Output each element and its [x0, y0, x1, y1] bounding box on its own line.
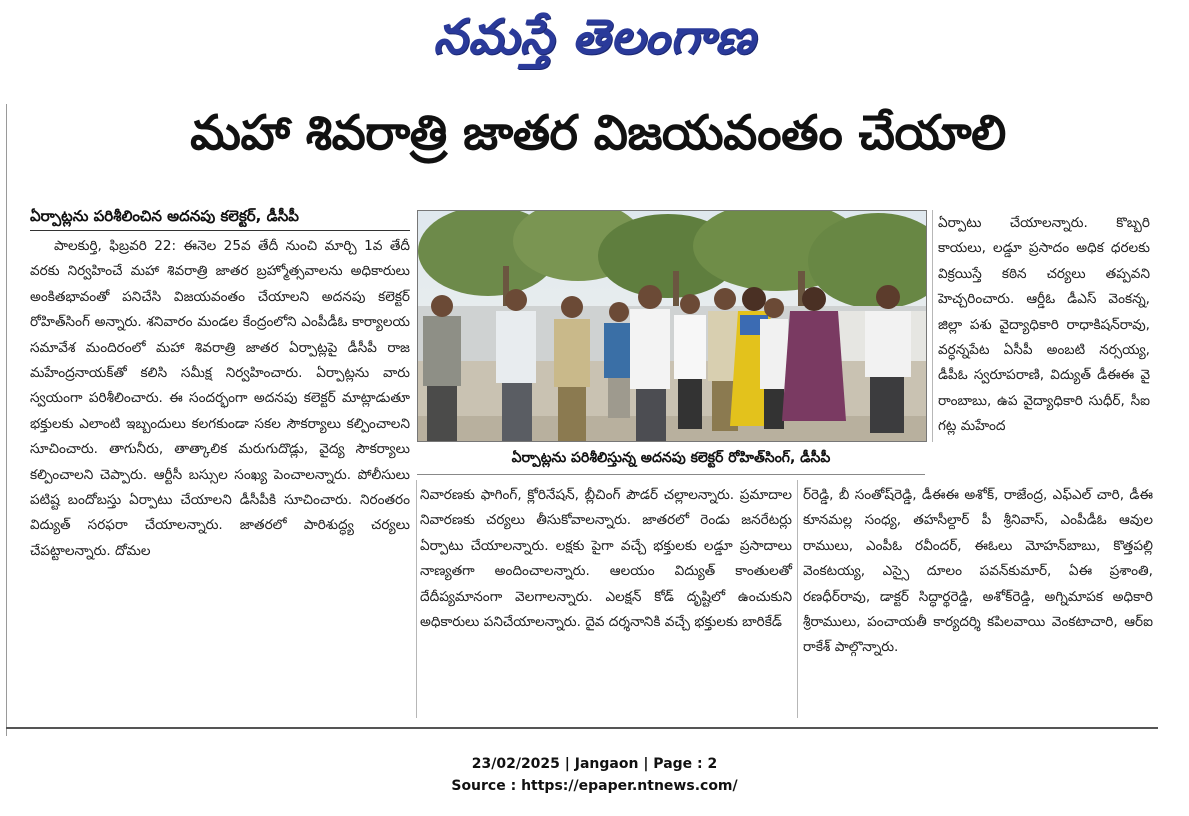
column-2-text: నివారణకు ఫాగింగ్, క్లోరినేషన్, బ్లీచింగ్ పౌడర్ చల్లాలన్నారు. ప్రమాదాల నివారణకు చర్యలు తీసుకోవాలన్నారు. జాతరలో రెండు జనరేటర్లు ఏర్పాటు చేయాలన్నారు. లక్షకు పైగా వచ్చే భక్తులకు లడ్డూ ప్రసాదాలు నాణ్యతగా అందించాలన్నారు. ఆలయం విద్యుత్ కాంతులతో దేదీప్యమానంగా వెలగాలన్నారు. ఎలక్షన్ కోడ్ దృష్టిలో ఉంచుకుని అధికారులు పనిచేయాలన్నారు. దైవ దర్శనానికి వచ్చే భక్తులకు బారికేడ్ — [420, 487, 792, 631]
column-3-text: ఏర్పాటు చేయాలన్నారు. కొబ్బరి కాయలు, లడ్డూ ప్రసాదం అధిక ధరలకు విక్రయిస్తే కఠిన చర్యలు తప్పవని హెచ్చరించారు. ఆర్డీఓ డీఎస్ వెంకన్న, జిల్లా పశు వైద్యాధికారి రాధాకిషన్‌రావు, వర్ధన్నపేట ఏసీపీ అంబటి నర్సయ్య, డీపీఓ స్వరూపరాణి, విద్యుత్ డీఈఈ వై రాంబాబు, ఉప వైద్యాధికారి సుధీర్, సీఐ గట్ల మహేంద — [938, 215, 1150, 435]
article-column-4 — [803, 483, 1153, 661]
page-bottom-rule — [6, 727, 1158, 729]
subheading-underline — [30, 230, 410, 231]
article-headline: మహా శివరాత్రి జాతర విజయవంతం చేయాలి — [190, 105, 1006, 161]
footer-source: Source : https://epaper.ntnews.com/ — [451, 778, 738, 794]
column-divider — [932, 210, 933, 442]
masthead-title: నమస్తే తెలంగాణ — [433, 9, 756, 65]
article-column-2 — [420, 483, 792, 635]
column-divider — [797, 480, 798, 718]
column-divider — [416, 480, 417, 718]
article-column-1 — [30, 234, 410, 564]
article-column-3 — [938, 211, 1150, 440]
photo-officials-inspecting — [418, 211, 926, 441]
photo-caption: ఏర్పాట్లను పరిశీలిస్తున్న అదనపు కలెక్టర్ రోహిత్‌సింగ్, డీసీపీ — [511, 449, 831, 466]
left-border-rule — [6, 104, 7, 736]
caption-underline — [417, 474, 925, 475]
footer-date-edition: 23/02/2025 | Jangaon | Page : 2 — [471, 756, 718, 772]
column-4-text: ర్‌రెడ్డి, బీ సంతోష్‌రెడ్డి, డీఈఈ అశోక్, రాజేంద్ర, ఎఫ్‌ఎల్ చారి, డీఈ కూనమల్ల సంధ్య, తహసీల్దార్ పీ శ్రీనివాస్, ఎంపీడీఓ ఆవుల రాములు, ఎంపీఓ రవీందర్, ఈఓలు మోహన్‌బాబు, కొత్తపల్లి వెంకటయ్య, ఎస్సై దూలం పవన్‌కుమార్, ఏఈ ప్రశాంతి, రణధీర్‌రావు, డాక్టర్ సిద్ధార్థరెడ్డి, అశోక్‌రెడ్డి, అగ్నిమాపక అధికారి శ్రీరాములు, పంచాయతీ కార్యదర్శి కపిలవాయి వెంకటాచారి, ఆర్ఐ రాకేశ్ పాల్గొన్నారు. — [803, 487, 1153, 656]
article-photo — [417, 210, 927, 442]
article-subheading: ఏర్పాట్లను పరిశీలించిన అదనపు కలెక్టర్, డీసీపీ — [30, 207, 299, 225]
newspaper-masthead — [0, 4, 1189, 82]
column-1-text: పాలకుర్తి, ఫిబ్రవరి 22: ఈనెల 25వ తేదీ నుంచి మార్చి 1వ తేదీ వరకు నిర్వహించే మహా శివరాత్రి జాతర బ్రహ్మోత్సవాలను అధికారులు అంకితభావంతో పనిచేసి విజయవంతం చేయాలని అదనపు కలెక్టర్ రోహిత్‌సింగ్ అన్నారు. శనివారం మండల కేంద్రంలోని ఎంపీడీఓ కార్యాలయ సమావేశ మందిరంలో మహా శివరాత్రి జాతర ఏర్పాట్లపై డీసీపీ రాజ మహేంద్రనాయక్‌తో కలిసి సమీక్ష నిర్వహించారు. ఏర్పాట్లను వారు స్వయంగా పరిశీలించారు. ఈ సందర్భంగా అదనపు కలెక్టర్ మాట్లాడుతూ భక్తులకు ఎలాంటి ఇబ్బందులు కలగకుండా సకల సౌకర్యాలు కల్పించాలని సూచించారు. తాగునీరు, తాత్కాలిక మరుగుదొడ్లు, వైద్య సౌకర్యాలు కల్పించాలని చెప్పారు. ఆర్టీసీ బస్సుల సంఖ్య పెంచాలన్నారు. పోలీసులు పటిష్ట బందోబస్తు ఏర్పాటు చేయాలని డీసీపీకి సూచించారు. నిరంతరం విద్యుత్ సరఫరా చేయాలన్నారు. జాతరలో పారిశుద్ధ్య చర్యలు చేపట్టాలన్నారు. దోమల — [30, 238, 410, 559]
